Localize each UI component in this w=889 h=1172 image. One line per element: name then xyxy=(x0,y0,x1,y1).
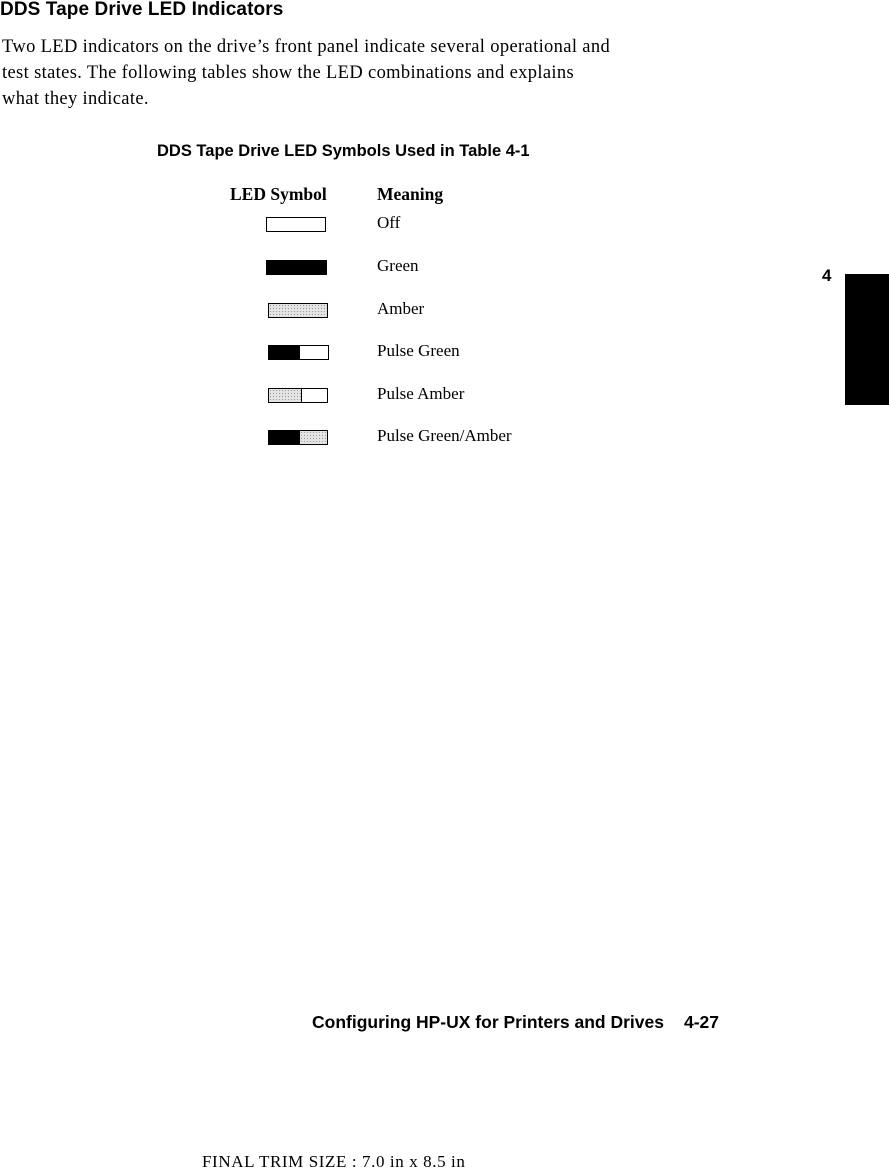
meaning-column-header: Meaning xyxy=(377,184,444,204)
intro-paragraph xyxy=(2,34,802,112)
led-pulse-green-icon xyxy=(268,345,329,360)
section-heading: DDS Tape Drive LED Indicators xyxy=(0,0,284,20)
led-off-icon xyxy=(266,217,326,232)
chapter-number: 4 xyxy=(822,266,832,285)
led-meaning: Green xyxy=(377,256,419,275)
table-title: DDS Tape Drive LED Symbols Used in Table 4-1 xyxy=(157,142,530,160)
table-row xyxy=(0,253,889,283)
table-row xyxy=(0,423,889,453)
table-row xyxy=(0,338,889,368)
led-pulse-amber-icon xyxy=(268,388,328,403)
led-amber-icon xyxy=(268,303,328,318)
led-meaning: Amber xyxy=(377,299,425,318)
led-symbol-column-header: LED Symbol xyxy=(230,184,327,204)
led-pulse-green-amber-icon xyxy=(268,430,328,445)
led-meaning: Off xyxy=(377,213,401,232)
trim-size-note: FINAL TRIM SIZE : 7.0 in x 8.5 in xyxy=(202,1152,466,1171)
chapter-tab-marker xyxy=(845,274,889,405)
footer-title: Configuring HP-UX for Printers and Drives xyxy=(312,1012,664,1032)
page-footer xyxy=(312,1012,719,1033)
intro-line: Two LED indicators on the drive’s front panel indicate several operational and xyxy=(2,37,611,57)
table-row xyxy=(0,381,889,411)
led-meaning: Pulse Green xyxy=(377,341,460,360)
page-number: 4-27 xyxy=(683,1012,720,1032)
table-row xyxy=(0,296,889,326)
intro-line: test states. The following tables show the LED combinations and explains xyxy=(2,63,575,83)
intro-line: what they indicate. xyxy=(2,89,149,109)
led-green-icon xyxy=(266,260,327,275)
led-meaning: Pulse Amber xyxy=(377,384,465,403)
led-meaning: Pulse Green/Amber xyxy=(377,426,512,445)
table-row xyxy=(0,210,889,240)
